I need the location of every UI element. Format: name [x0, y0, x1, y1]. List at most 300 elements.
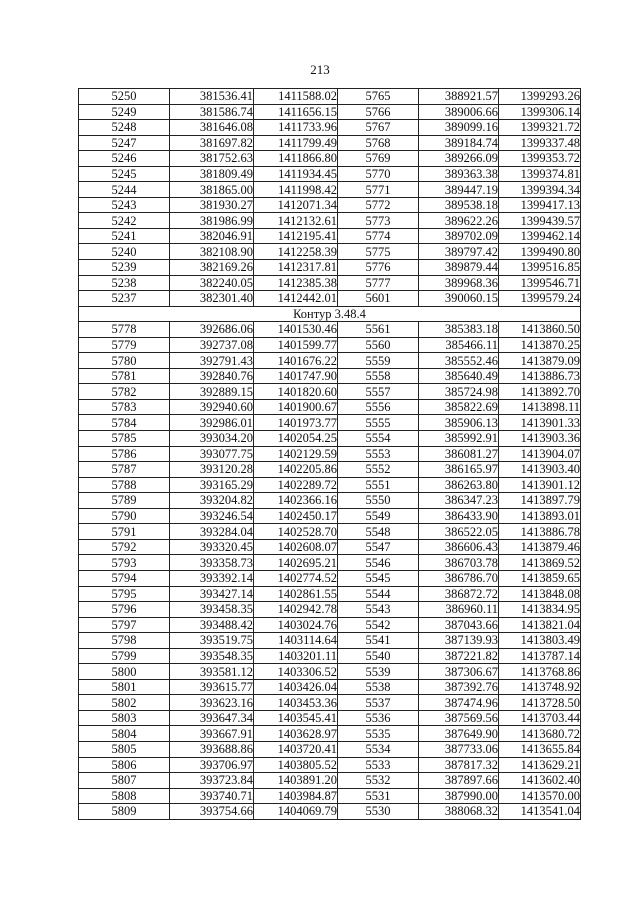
table-row — [79, 539, 581, 555]
y-coordinate-cell: 1403805.52 — [254, 757, 338, 773]
y-coordinate-cell: 1403306.52 — [254, 664, 338, 680]
y-coordinate-cell: 1402861.55 — [254, 586, 338, 602]
y-coordinate-cell: 1399490.80 — [499, 244, 581, 260]
table-row — [79, 213, 581, 229]
point-id-cell: 5548 — [338, 524, 419, 540]
y-coordinate-cell: 1402774.52 — [254, 570, 338, 586]
x-coordinate-cell: 381809.49 — [170, 166, 254, 182]
point-id-cell: 5790 — [79, 508, 170, 524]
point-id-cell: 5798 — [79, 633, 170, 649]
point-id-cell: 5766 — [338, 104, 419, 120]
y-coordinate-cell: 1403024.76 — [254, 617, 338, 633]
point-id-cell: 5768 — [338, 135, 419, 151]
x-coordinate-cell: 392686.06 — [170, 322, 254, 338]
point-id-cell: 5771 — [338, 182, 419, 198]
y-coordinate-cell: 1413541.04 — [499, 804, 581, 820]
x-coordinate-cell: 387306.67 — [419, 664, 499, 680]
x-coordinate-cell: 381646.08 — [170, 120, 254, 136]
point-id-cell: 5777 — [338, 275, 419, 291]
y-coordinate-cell: 1411799.49 — [254, 135, 338, 151]
x-coordinate-cell: 389538.18 — [419, 197, 499, 213]
x-coordinate-cell: 381986.99 — [170, 213, 254, 229]
coordinates-table — [78, 88, 581, 820]
x-coordinate-cell: 385466.11 — [419, 337, 499, 353]
y-coordinate-cell: 1411733.96 — [254, 120, 338, 136]
y-coordinate-cell: 1399293.26 — [499, 89, 581, 105]
x-coordinate-cell: 389184.74 — [419, 135, 499, 151]
x-coordinate-cell: 385822.69 — [419, 399, 499, 415]
point-id-cell: 5787 — [79, 462, 170, 478]
x-coordinate-cell: 389879.44 — [419, 260, 499, 276]
y-coordinate-cell: 1399579.24 — [499, 291, 581, 307]
y-coordinate-cell: 1413901.12 — [499, 477, 581, 493]
x-coordinate-cell: 385906.13 — [419, 415, 499, 431]
point-id-cell: 5561 — [338, 322, 419, 338]
table-row — [79, 228, 581, 244]
x-coordinate-cell: 393723.84 — [170, 773, 254, 789]
x-coordinate-cell: 393165.29 — [170, 477, 254, 493]
point-id-cell: 5776 — [338, 260, 419, 276]
point-id-cell: 5535 — [338, 726, 419, 742]
y-coordinate-cell: 1403114.64 — [254, 633, 338, 649]
y-coordinate-cell: 1413629.21 — [499, 757, 581, 773]
point-id-cell: 5803 — [79, 710, 170, 726]
y-coordinate-cell: 1413728.50 — [499, 695, 581, 711]
table-row — [79, 415, 581, 431]
y-coordinate-cell: 1412317.81 — [254, 260, 338, 276]
y-coordinate-cell: 1402942.78 — [254, 602, 338, 618]
x-coordinate-cell: 381536.41 — [170, 89, 254, 105]
point-id-cell: 5767 — [338, 120, 419, 136]
y-coordinate-cell: 1413897.79 — [499, 493, 581, 509]
table-row — [79, 757, 581, 773]
point-id-cell: 5247 — [79, 135, 170, 151]
point-id-cell: 5778 — [79, 322, 170, 338]
x-coordinate-cell: 385992.91 — [419, 431, 499, 447]
y-coordinate-cell: 1413893.01 — [499, 508, 581, 524]
point-id-cell: 5795 — [79, 586, 170, 602]
x-coordinate-cell: 386786.70 — [419, 570, 499, 586]
point-id-cell: 5542 — [338, 617, 419, 633]
y-coordinate-cell: 1413703.44 — [499, 710, 581, 726]
x-coordinate-cell: 381865.00 — [170, 182, 254, 198]
table-row — [79, 602, 581, 618]
section-title: Контур 3.48.4 — [79, 306, 581, 322]
x-coordinate-cell: 393320.45 — [170, 539, 254, 555]
x-coordinate-cell: 387990.00 — [419, 788, 499, 804]
y-coordinate-cell: 1413892.70 — [499, 384, 581, 400]
table-row — [79, 120, 581, 136]
point-id-cell: 5536 — [338, 710, 419, 726]
x-coordinate-cell: 393034.20 — [170, 431, 254, 447]
y-coordinate-cell: 1399462.14 — [499, 228, 581, 244]
y-coordinate-cell: 1413787.14 — [499, 648, 581, 664]
point-id-cell: 5769 — [338, 151, 419, 167]
point-id-cell: 5765 — [338, 89, 419, 105]
table-row — [79, 197, 581, 213]
y-coordinate-cell: 1403426.04 — [254, 679, 338, 695]
x-coordinate-cell: 393647.34 — [170, 710, 254, 726]
y-coordinate-cell: 1401599.77 — [254, 337, 338, 353]
point-id-cell: 5545 — [338, 570, 419, 586]
x-coordinate-cell: 386522.05 — [419, 524, 499, 540]
x-coordinate-cell: 382301.40 — [170, 291, 254, 307]
y-coordinate-cell: 1413655.84 — [499, 741, 581, 757]
x-coordinate-cell: 386347.23 — [419, 493, 499, 509]
point-id-cell: 5775 — [338, 244, 419, 260]
table-row — [79, 570, 581, 586]
y-coordinate-cell: 1399439.57 — [499, 213, 581, 229]
x-coordinate-cell: 389266.09 — [419, 151, 499, 167]
point-id-cell: 5547 — [338, 539, 419, 555]
table-row — [79, 260, 581, 276]
y-coordinate-cell: 1413848.08 — [499, 586, 581, 602]
x-coordinate-cell: 393688.86 — [170, 741, 254, 757]
y-coordinate-cell: 1402366.16 — [254, 493, 338, 509]
x-coordinate-cell: 393488.42 — [170, 617, 254, 633]
point-id-cell: 5534 — [338, 741, 419, 757]
table-row — [79, 726, 581, 742]
y-coordinate-cell: 1403545.41 — [254, 710, 338, 726]
y-coordinate-cell: 1399337.48 — [499, 135, 581, 151]
point-id-cell: 5770 — [338, 166, 419, 182]
table-row — [79, 648, 581, 664]
point-id-cell: 5544 — [338, 586, 419, 602]
x-coordinate-cell: 392940.60 — [170, 399, 254, 415]
y-coordinate-cell: 1413570.00 — [499, 788, 581, 804]
table-row — [79, 244, 581, 260]
point-id-cell: 5557 — [338, 384, 419, 400]
x-coordinate-cell: 382240.05 — [170, 275, 254, 291]
y-coordinate-cell: 1401676.22 — [254, 353, 338, 369]
y-coordinate-cell: 1401973.77 — [254, 415, 338, 431]
y-coordinate-cell: 1413821.04 — [499, 617, 581, 633]
x-coordinate-cell: 393548.35 — [170, 648, 254, 664]
y-coordinate-cell: 1401530.46 — [254, 322, 338, 338]
table-row — [79, 462, 581, 478]
x-coordinate-cell: 382108.90 — [170, 244, 254, 260]
table-row — [79, 804, 581, 820]
y-coordinate-cell: 1402205.86 — [254, 462, 338, 478]
x-coordinate-cell: 393204.82 — [170, 493, 254, 509]
x-coordinate-cell: 386960.11 — [419, 602, 499, 618]
y-coordinate-cell: 1404069.79 — [254, 804, 338, 820]
table-row — [79, 773, 581, 789]
table-row — [79, 399, 581, 415]
point-id-cell: 5808 — [79, 788, 170, 804]
x-coordinate-cell: 381930.27 — [170, 197, 254, 213]
x-coordinate-cell: 387733.06 — [419, 741, 499, 757]
y-coordinate-cell: 1413879.46 — [499, 539, 581, 555]
x-coordinate-cell: 387474.96 — [419, 695, 499, 711]
x-coordinate-cell: 389099.16 — [419, 120, 499, 136]
y-coordinate-cell: 1411998.42 — [254, 182, 338, 198]
y-coordinate-cell: 1411656.15 — [254, 104, 338, 120]
section-title-row — [79, 306, 581, 322]
x-coordinate-cell: 385383.18 — [419, 322, 499, 338]
point-id-cell: 5789 — [79, 493, 170, 509]
point-id-cell: 5794 — [79, 570, 170, 586]
table-row — [79, 695, 581, 711]
x-coordinate-cell: 381586.74 — [170, 104, 254, 120]
x-coordinate-cell: 390060.15 — [419, 291, 499, 307]
point-id-cell: 5546 — [338, 555, 419, 571]
point-id-cell: 5244 — [79, 182, 170, 198]
x-coordinate-cell: 386433.90 — [419, 508, 499, 524]
x-coordinate-cell: 386165.97 — [419, 462, 499, 478]
y-coordinate-cell: 1412442.01 — [254, 291, 338, 307]
x-coordinate-cell: 393392.14 — [170, 570, 254, 586]
y-coordinate-cell: 1401747.90 — [254, 368, 338, 384]
x-coordinate-cell: 392791.43 — [170, 353, 254, 369]
point-id-cell: 5249 — [79, 104, 170, 120]
y-coordinate-cell: 1402695.21 — [254, 555, 338, 571]
y-coordinate-cell: 1399394.34 — [499, 182, 581, 198]
point-id-cell: 5241 — [79, 228, 170, 244]
point-id-cell: 5245 — [79, 166, 170, 182]
y-coordinate-cell: 1399417.13 — [499, 197, 581, 213]
x-coordinate-cell: 387569.56 — [419, 710, 499, 726]
x-coordinate-cell: 386606.43 — [419, 539, 499, 555]
point-id-cell: 5243 — [79, 197, 170, 213]
table-row — [79, 508, 581, 524]
point-id-cell: 5556 — [338, 399, 419, 415]
point-id-cell: 5550 — [338, 493, 419, 509]
point-id-cell: 5784 — [79, 415, 170, 431]
table-row — [79, 104, 581, 120]
point-id-cell: 5781 — [79, 368, 170, 384]
y-coordinate-cell: 1403984.87 — [254, 788, 338, 804]
table-row — [79, 788, 581, 804]
y-coordinate-cell: 1413860.50 — [499, 322, 581, 338]
x-coordinate-cell: 393706.97 — [170, 757, 254, 773]
point-id-cell: 5560 — [338, 337, 419, 353]
point-id-cell: 5779 — [79, 337, 170, 353]
table-row — [79, 368, 581, 384]
x-coordinate-cell: 385640.49 — [419, 368, 499, 384]
x-coordinate-cell: 386081.27 — [419, 446, 499, 462]
x-coordinate-cell: 385724.98 — [419, 384, 499, 400]
point-id-cell: 5801 — [79, 679, 170, 695]
point-id-cell: 5559 — [338, 353, 419, 369]
x-coordinate-cell: 389006.66 — [419, 104, 499, 120]
point-id-cell: 5802 — [79, 695, 170, 711]
y-coordinate-cell: 1413886.78 — [499, 524, 581, 540]
table-row — [79, 555, 581, 571]
y-coordinate-cell: 1412258.39 — [254, 244, 338, 260]
y-coordinate-cell: 1412071.34 — [254, 197, 338, 213]
y-coordinate-cell: 1413904.07 — [499, 446, 581, 462]
x-coordinate-cell: 389622.26 — [419, 213, 499, 229]
x-coordinate-cell: 387649.90 — [419, 726, 499, 742]
y-coordinate-cell: 1413803.49 — [499, 633, 581, 649]
x-coordinate-cell: 392889.15 — [170, 384, 254, 400]
table-row — [79, 710, 581, 726]
point-id-cell: 5551 — [338, 477, 419, 493]
point-id-cell: 5804 — [79, 726, 170, 742]
y-coordinate-cell: 1402129.59 — [254, 446, 338, 462]
point-id-cell: 5774 — [338, 228, 419, 244]
point-id-cell: 5549 — [338, 508, 419, 524]
x-coordinate-cell: 385552.46 — [419, 353, 499, 369]
page-number: 213 — [310, 62, 330, 77]
x-coordinate-cell: 389447.19 — [419, 182, 499, 198]
point-id-cell: 5809 — [79, 804, 170, 820]
x-coordinate-cell: 387392.76 — [419, 679, 499, 695]
point-id-cell: 5250 — [79, 89, 170, 105]
y-coordinate-cell: 1399546.71 — [499, 275, 581, 291]
x-coordinate-cell: 393623.16 — [170, 695, 254, 711]
point-id-cell: 5543 — [338, 602, 419, 618]
y-coordinate-cell: 1413903.36 — [499, 431, 581, 447]
point-id-cell: 5601 — [338, 291, 419, 307]
x-coordinate-cell: 381752.63 — [170, 151, 254, 167]
point-id-cell: 5554 — [338, 431, 419, 447]
y-coordinate-cell: 1402450.17 — [254, 508, 338, 524]
table-row — [79, 182, 581, 198]
y-coordinate-cell: 1413870.25 — [499, 337, 581, 353]
x-coordinate-cell: 393246.54 — [170, 508, 254, 524]
x-coordinate-cell: 387817.32 — [419, 757, 499, 773]
x-coordinate-cell: 389797.42 — [419, 244, 499, 260]
table-row — [79, 135, 581, 151]
x-coordinate-cell: 393284.04 — [170, 524, 254, 540]
point-id-cell: 5805 — [79, 741, 170, 757]
point-id-cell: 5246 — [79, 151, 170, 167]
point-id-cell: 5799 — [79, 648, 170, 664]
point-id-cell: 5792 — [79, 539, 170, 555]
x-coordinate-cell: 388921.57 — [419, 89, 499, 105]
x-coordinate-cell: 389363.38 — [419, 166, 499, 182]
table-row — [79, 477, 581, 493]
point-id-cell: 5238 — [79, 275, 170, 291]
x-coordinate-cell: 392737.08 — [170, 337, 254, 353]
point-id-cell: 5806 — [79, 757, 170, 773]
point-id-cell: 5541 — [338, 633, 419, 649]
y-coordinate-cell: 1411934.45 — [254, 166, 338, 182]
y-coordinate-cell: 1412132.61 — [254, 213, 338, 229]
x-coordinate-cell: 393427.14 — [170, 586, 254, 602]
point-id-cell: 5531 — [338, 788, 419, 804]
point-id-cell: 5553 — [338, 446, 419, 462]
x-coordinate-cell: 387221.82 — [419, 648, 499, 664]
x-coordinate-cell: 393077.75 — [170, 446, 254, 462]
point-id-cell: 5539 — [338, 664, 419, 680]
table-row — [79, 679, 581, 695]
point-id-cell: 5555 — [338, 415, 419, 431]
table-row — [79, 633, 581, 649]
y-coordinate-cell: 1403628.97 — [254, 726, 338, 742]
x-coordinate-cell: 387897.66 — [419, 773, 499, 789]
x-coordinate-cell: 382169.26 — [170, 260, 254, 276]
table-row — [79, 493, 581, 509]
point-id-cell: 5782 — [79, 384, 170, 400]
point-id-cell: 5796 — [79, 602, 170, 618]
table-row — [79, 275, 581, 291]
y-coordinate-cell: 1413834.95 — [499, 602, 581, 618]
x-coordinate-cell: 393120.28 — [170, 462, 254, 478]
y-coordinate-cell: 1413869.52 — [499, 555, 581, 571]
y-coordinate-cell: 1413898.11 — [499, 399, 581, 415]
x-coordinate-cell: 386703.78 — [419, 555, 499, 571]
y-coordinate-cell: 1402054.25 — [254, 431, 338, 447]
point-id-cell: 5240 — [79, 244, 170, 260]
point-id-cell: 5791 — [79, 524, 170, 540]
table-row — [79, 664, 581, 680]
point-id-cell: 5242 — [79, 213, 170, 229]
y-coordinate-cell: 1399516.85 — [499, 260, 581, 276]
y-coordinate-cell: 1399353.72 — [499, 151, 581, 167]
table-row — [79, 166, 581, 182]
y-coordinate-cell: 1402289.72 — [254, 477, 338, 493]
table-row — [79, 431, 581, 447]
point-id-cell: 5537 — [338, 695, 419, 711]
x-coordinate-cell: 393458.35 — [170, 602, 254, 618]
x-coordinate-cell: 393581.12 — [170, 664, 254, 680]
y-coordinate-cell: 1413901.33 — [499, 415, 581, 431]
y-coordinate-cell: 1412195.41 — [254, 228, 338, 244]
y-coordinate-cell: 1403720.41 — [254, 741, 338, 757]
x-coordinate-cell: 389968.36 — [419, 275, 499, 291]
y-coordinate-cell: 1401900.67 — [254, 399, 338, 415]
y-coordinate-cell: 1413768.86 — [499, 664, 581, 680]
y-coordinate-cell: 1399306.14 — [499, 104, 581, 120]
table-row — [79, 353, 581, 369]
x-coordinate-cell: 393754.66 — [170, 804, 254, 820]
point-id-cell: 5248 — [79, 120, 170, 136]
y-coordinate-cell: 1399321.72 — [499, 120, 581, 136]
point-id-cell: 5538 — [338, 679, 419, 695]
point-id-cell: 5793 — [79, 555, 170, 571]
x-coordinate-cell: 393519.75 — [170, 633, 254, 649]
table-row — [79, 151, 581, 167]
y-coordinate-cell: 1412385.38 — [254, 275, 338, 291]
x-coordinate-cell: 388068.32 — [419, 804, 499, 820]
x-coordinate-cell: 389702.09 — [419, 228, 499, 244]
table-row — [79, 741, 581, 757]
point-id-cell: 5532 — [338, 773, 419, 789]
point-id-cell: 5785 — [79, 431, 170, 447]
y-coordinate-cell: 1403891.20 — [254, 773, 338, 789]
x-coordinate-cell: 387043.66 — [419, 617, 499, 633]
y-coordinate-cell: 1403201.11 — [254, 648, 338, 664]
y-coordinate-cell: 1413879.09 — [499, 353, 581, 369]
table-row — [79, 384, 581, 400]
point-id-cell: 5797 — [79, 617, 170, 633]
point-id-cell: 5772 — [338, 197, 419, 213]
point-id-cell: 5558 — [338, 368, 419, 384]
point-id-cell: 5807 — [79, 773, 170, 789]
table-row — [79, 586, 581, 602]
table-row — [79, 337, 581, 353]
point-id-cell: 5552 — [338, 462, 419, 478]
coordinates-table-body — [79, 89, 581, 820]
y-coordinate-cell: 1411588.02 — [254, 89, 338, 105]
x-coordinate-cell: 386263.80 — [419, 477, 499, 493]
table-row — [79, 291, 581, 307]
point-id-cell: 5540 — [338, 648, 419, 664]
y-coordinate-cell: 1402528.70 — [254, 524, 338, 540]
y-coordinate-cell: 1413602.40 — [499, 773, 581, 789]
table-row — [79, 617, 581, 633]
y-coordinate-cell: 1413886.73 — [499, 368, 581, 384]
y-coordinate-cell: 1403453.36 — [254, 695, 338, 711]
point-id-cell: 5788 — [79, 477, 170, 493]
x-coordinate-cell: 393667.91 — [170, 726, 254, 742]
y-coordinate-cell: 1399374.81 — [499, 166, 581, 182]
y-coordinate-cell: 1413903.40 — [499, 462, 581, 478]
y-coordinate-cell: 1413680.72 — [499, 726, 581, 742]
